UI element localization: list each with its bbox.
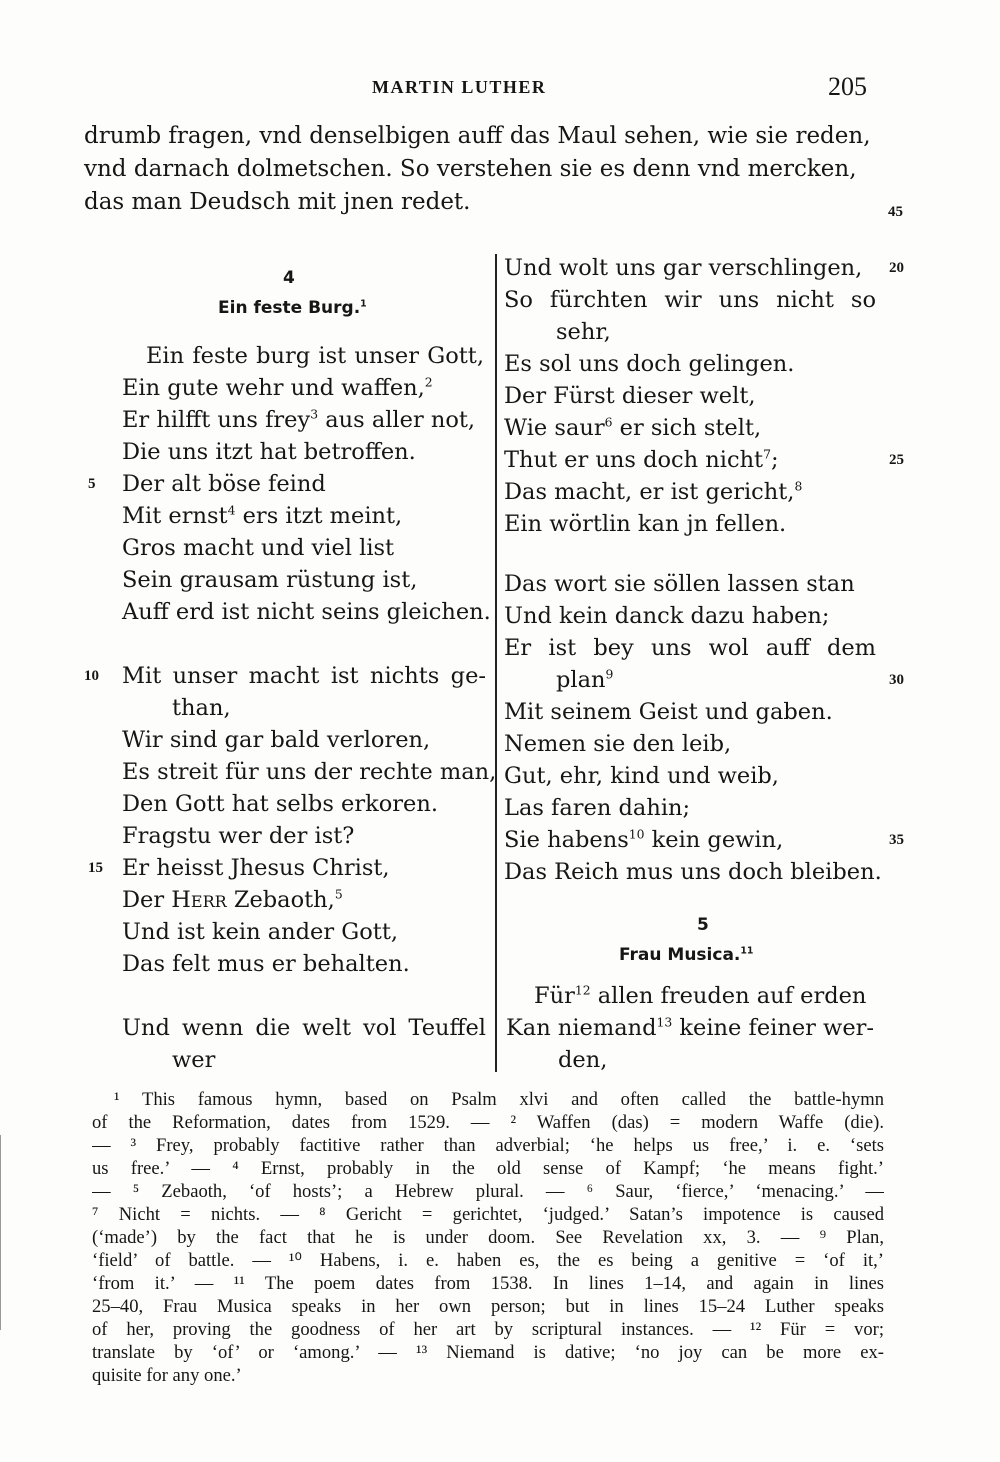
verse-line: Mit ernst$^4$ ers itzt meint,: [122, 503, 403, 529]
footnotes: [92, 1088, 884, 1387]
footnote-line: — ³ Frey, probably factitive rather than adverbial; ‘he helps us free,’ i. e. ‘sets: [92, 1135, 884, 1156]
page-number: 205: [828, 72, 867, 101]
verse-line: than,: [172, 695, 231, 721]
verse-line: Der alt böse feind: [122, 471, 326, 497]
verse-line: Er ist bey uns wol auff dem: [504, 635, 876, 661]
verse-line: Und kein danck dazu haben;: [504, 603, 830, 629]
verse-line: Das macht, er ist gericht,$^8$: [504, 479, 803, 505]
verse-line: plan$^9$: [556, 667, 614, 693]
footnote-line: ‘field’ of battle. — ¹⁰ Habens, i. e. haben es, the es being a genitive = ‘of it,’: [92, 1250, 884, 1271]
column-divider: [495, 254, 497, 1072]
footnote-line: ‘from it.’ — ¹¹ The poem dates from 1538. In lines 1–14, and again in lines: [92, 1273, 884, 1294]
verse-line: Auff erd ist nicht seins gleichen.: [122, 599, 491, 625]
verse-line: Gut, ehr, kind und weib,: [504, 763, 779, 789]
prose-line: das man Deudsch mit jnen redet.: [84, 189, 471, 215]
footnote-line: ⁷ Nicht = nichts. — ⁸ Gericht = gerichtet, ‘judged.’ Satan’s impotence is caused: [92, 1204, 884, 1225]
footnote-marker: 9: [605, 667, 614, 682]
line-number: 15: [88, 860, 103, 876]
poem-title: Frau Musica.$^{11}$: [619, 945, 754, 965]
poem-number: 5: [697, 915, 709, 935]
footnote-line: quisite for any one.’: [92, 1365, 242, 1386]
verse-line: Das Reich mus uns doch bleiben.: [504, 859, 882, 885]
verse-line: Das felt mus er behalten.: [122, 951, 410, 977]
verse-line: Ein gute wehr und waffen,$^2$: [122, 375, 433, 401]
verse-line: Es sol uns doch gelingen.: [504, 351, 795, 377]
footnote-line: (‘made’) by the fact that he is under doom. See Revelation xx, 3. — ⁹ Plan,: [92, 1227, 884, 1248]
footnote-line: us free.’ — ⁴ Ernst, probably in the old sense of Kampf; ‘he means fight.’: [92, 1158, 884, 1179]
poem-number: 4: [283, 268, 295, 288]
footnote-line: ¹ This famous hymn, based on Psalm xlvi and often called the battle-hymn: [114, 1089, 884, 1110]
verse-line: Gros macht und viel list: [122, 535, 395, 561]
footnote-line: 25–40, Frau Musica speaks in her own person; but in lines 15–24 Luther speaks: [92, 1296, 884, 1317]
footnote-line: — ⁵ Zebaoth, ‘of hosts’; a Hebrew plural. — ⁶ Saur, ‘fierce,’ ‘menacing.’ —: [92, 1181, 884, 1202]
verse-line: Fragstu wer der ist?: [122, 823, 355, 849]
verse-line: Wie saur$^6$ er sich stelt,: [504, 415, 762, 441]
verse-line: Das wort sie söllen lassen stan: [504, 571, 855, 597]
footnote-marker: 13: [656, 1015, 673, 1030]
verse-line: Wir sind gar bald verloren,: [122, 727, 431, 753]
line-number: 5: [88, 476, 96, 492]
footnote-marker: 4: [227, 503, 236, 518]
footnote-line: of the Reformation, dates from 1529. — ² Waffen (das) = modern Waffe (die).: [92, 1112, 884, 1133]
line-number: 25: [889, 452, 904, 468]
line-number: 35: [889, 832, 904, 848]
verse-line: So fürchten wir uns nicht so: [504, 287, 876, 313]
verse-line: Und ist kein ander Gott,: [122, 919, 399, 945]
verse-line: Sein grausam rüstung ist,: [122, 567, 418, 593]
verse-line: Nemen sie den leib,: [504, 731, 732, 757]
footnote-marker: 2: [424, 375, 433, 390]
line-number: 30: [889, 672, 904, 688]
page-edge-mark: [0, 1135, 1, 1330]
verse-line: sehr,: [556, 319, 611, 345]
verse-line: Ein feste burg ist unser Gott,: [146, 343, 484, 369]
footnote-line: translate by ‘of’ or ‘among.’ — ¹³ Niemand is dative; ‘no joy can be more ex-: [92, 1342, 884, 1363]
verse-line: den,: [558, 1047, 608, 1073]
verse-line: Er hilfft uns frey$^3$ aus aller not,: [122, 407, 476, 433]
footnote-marker: 10: [628, 827, 645, 842]
verse-line: Ein wörtlin kan jn fellen.: [504, 511, 787, 537]
footnote-marker: 3: [310, 407, 319, 422]
verse-line: Mit unser macht ist nichts ge-: [122, 663, 486, 689]
running-head-title: MARTIN LUTHER: [372, 77, 547, 97]
footnote-marker: 7: [763, 447, 771, 462]
line-number: 20: [889, 260, 904, 276]
footnote-marker: 5: [334, 887, 343, 902]
poem-title: Ein feste Burg.$^1$: [218, 298, 367, 318]
verse-line: Die uns itzt hat betroffen.: [122, 439, 416, 465]
verse-line: wer: [172, 1047, 216, 1073]
verse-line: Den Gott hat selbs erkoren.: [122, 791, 438, 817]
verse-line: Und wenn die welt vol Teuffel: [122, 1015, 486, 1041]
prose-line: drumb fragen, vnd denselbigen auff das Maul sehen, wie sie reden,: [84, 123, 871, 149]
verse-line: Der Herr Zebaoth,$^5$: [122, 887, 343, 913]
verse-line: Es streit für uns der rechte man,: [122, 759, 497, 785]
verse-line: Sie habens$^{10}$ kein gewin,: [504, 827, 784, 853]
line-number: 10: [84, 668, 99, 684]
verse-line: Der Fürst dieser welt,: [504, 383, 756, 409]
prose-line: vnd darnach dolmetschen. So verstehen sie es denn vnd mercken,: [84, 156, 857, 182]
line-number: 45: [888, 204, 903, 220]
footnote-marker: 11: [740, 945, 754, 957]
verse-line: Er heisst Jhesus Christ,: [122, 855, 390, 881]
verse-line: Mit seinem Geist und gaben.: [504, 699, 833, 725]
footnote-marker: 6: [604, 415, 613, 430]
footnote-line: of her, proving the goodness of her art by scriptural instances. — ¹² Für = vor;: [92, 1319, 884, 1340]
verse-line: Und wolt uns gar verschlingen,: [504, 255, 863, 281]
verse-line: Kan niemand$^{13}$ keine feiner wer-: [506, 1015, 874, 1041]
verse-line: Las faren dahin;: [504, 795, 691, 821]
footnote-marker: 12: [574, 983, 591, 998]
footnote-marker: 1: [360, 298, 367, 310]
verse-line: Thut er uns doch nicht$^7$;: [504, 447, 779, 473]
verse-line: Für$^{12}$ allen freuden auf erden: [534, 983, 867, 1009]
footnote-marker: 8: [794, 479, 803, 494]
